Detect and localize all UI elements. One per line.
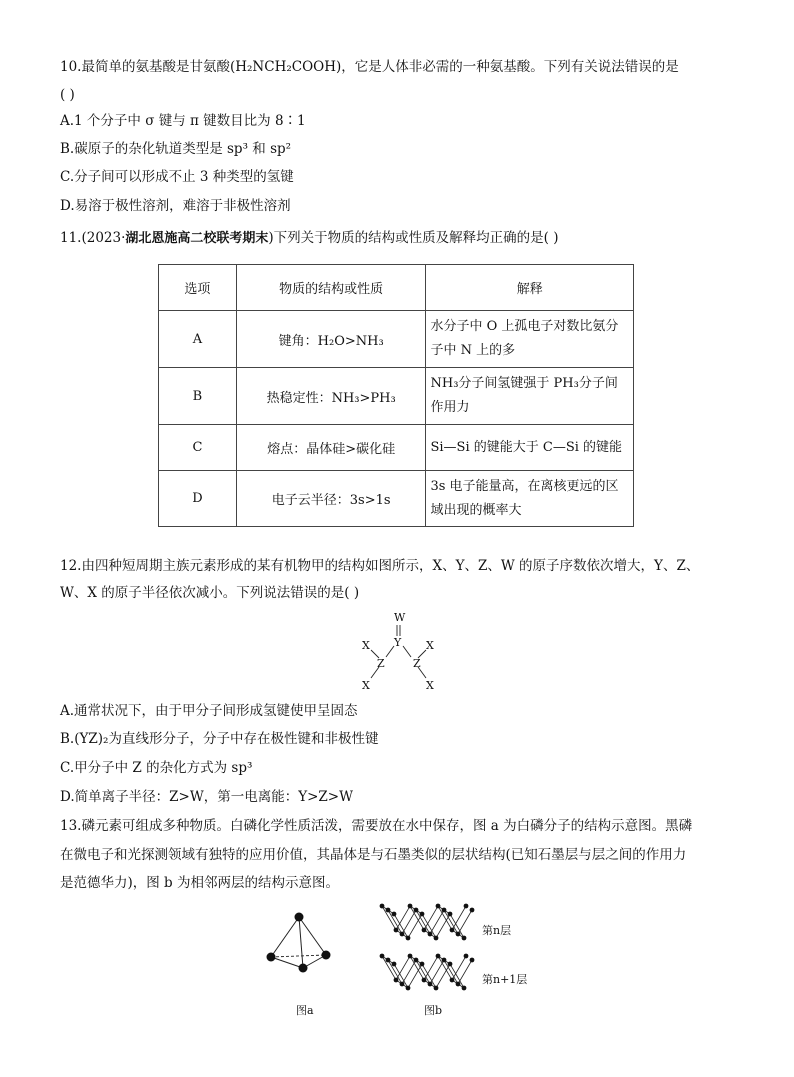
q12-option-c: C.甲分子中 Z 的杂化方式为 sp³: [60, 760, 253, 776]
row-property: 热稳定性：NH₃>PH₃: [236, 368, 426, 425]
q10-option-b: B.碳原子的杂化轨道类型是 sp³ 和 sp²: [60, 141, 292, 157]
atom-x-bottom-right: X: [426, 679, 434, 692]
layer-n-label: 第n层: [482, 924, 512, 937]
atom-x-top-right: X: [426, 639, 434, 652]
header-option: 选项: [159, 265, 237, 311]
atom-z-left: Z: [377, 657, 385, 670]
header-property: 物质的结构或性质: [236, 265, 426, 311]
row-option: A: [159, 311, 237, 368]
q10-option-d: D.易溶于极性溶剂，难溶于非极性溶剂: [60, 198, 291, 214]
row-option: C: [159, 425, 237, 471]
q11-table: [158, 264, 634, 527]
row-option: D: [159, 471, 237, 527]
q10-answer-paren: ( ): [60, 87, 75, 103]
q13-line3: 是范德华力)，图 b 为相邻两层的结构示意图。: [60, 875, 339, 891]
q12-stem-line1: 12.由四种短周期主族元素形成的某有机物甲的结构如图所示，X、Y、Z、W 的原子序数依次增大，Y、Z、: [60, 558, 700, 574]
row-property: 电子云半径：3s>1s: [236, 471, 426, 527]
row-property: 熔点：晶体硅>碳化硅: [236, 425, 426, 471]
q12-stem-line2: W、X 的原子半径依次减小。下列说法错误的是( ): [60, 585, 360, 601]
layer-n1-label: 第n+1层: [482, 973, 528, 986]
q11-suffix: )下列关于物质的结构或性质及解释均正确的是( ): [268, 230, 559, 246]
atom-x-top-left: X: [362, 639, 370, 652]
row-option: B: [159, 368, 237, 425]
q10-option-c: C.分子间可以形成不止 3 种类型的氢键: [60, 169, 294, 185]
figure-a-tetrahedron: [262, 908, 342, 980]
q12-option-b: B.(YZ)₂为直线形分子，分子中存在极性键和非极性键: [60, 731, 379, 747]
table-header-row: [159, 265, 634, 311]
figure-a-caption: 图a: [296, 1004, 314, 1017]
atom-z-right: Z: [413, 657, 421, 670]
q12-option-d: D.简单离子半径：Z>W，第一电离能：Y>Z>W: [60, 789, 353, 805]
table-row: [159, 311, 634, 368]
row-property: 键角：H₂O>NH₃: [236, 311, 426, 368]
atom-y: Y: [394, 636, 402, 649]
q13-line1: 13.磷元素可组成多种物质。白磷化学性质活泼，需要放在水中保存，图 a 为白磷分子的结构示意图。黑磷: [60, 818, 693, 834]
atom-w: W: [394, 611, 406, 624]
table-row: [159, 425, 634, 471]
atom-x-bottom-left: X: [362, 679, 370, 692]
q11-stem: [60, 228, 559, 249]
table-row: [159, 368, 634, 425]
q12-option-a: A.通常状况下，由于甲分子间形成氢键使甲呈固态: [60, 703, 358, 719]
q13-line2: 在微电子和光探测领域有独特的应用价值，其晶体是与石墨类似的层状结构(已知石墨层与层之间的作用力: [60, 847, 687, 863]
table-row: [159, 471, 634, 527]
figure-b-caption: 图b: [424, 1004, 443, 1017]
q10-stem: 10.最简单的氨基酸是甘氨酸(H₂NCH₂COOH)，它是人体非必需的一种氨基酸。下列有关说法错误的是: [60, 59, 679, 75]
q12-structure-diagram: [355, 612, 445, 694]
q11-prefix: 11.(2023·: [60, 230, 126, 246]
row-explanation: 3s 电子能量高，在离核更远的区域出现的概率大: [426, 471, 634, 527]
q11-source: 湖北恩施高二校联考期末: [125, 231, 269, 246]
q10-option-a: A.1 个分子中 σ 键与 π 键数目比为 8∶1: [60, 113, 306, 129]
row-explanation: NH₃分子间氢键强于 PH₃分子间作用力: [426, 368, 634, 425]
header-explanation: 解释: [426, 265, 634, 311]
row-explanation: Si—Si 的键能大于 C—Si 的键能: [426, 425, 634, 471]
row-explanation: 水分子中 O 上孤电子对数比氨分子中 N 上的多: [426, 311, 634, 368]
figure-b-layers: [378, 900, 478, 1000]
